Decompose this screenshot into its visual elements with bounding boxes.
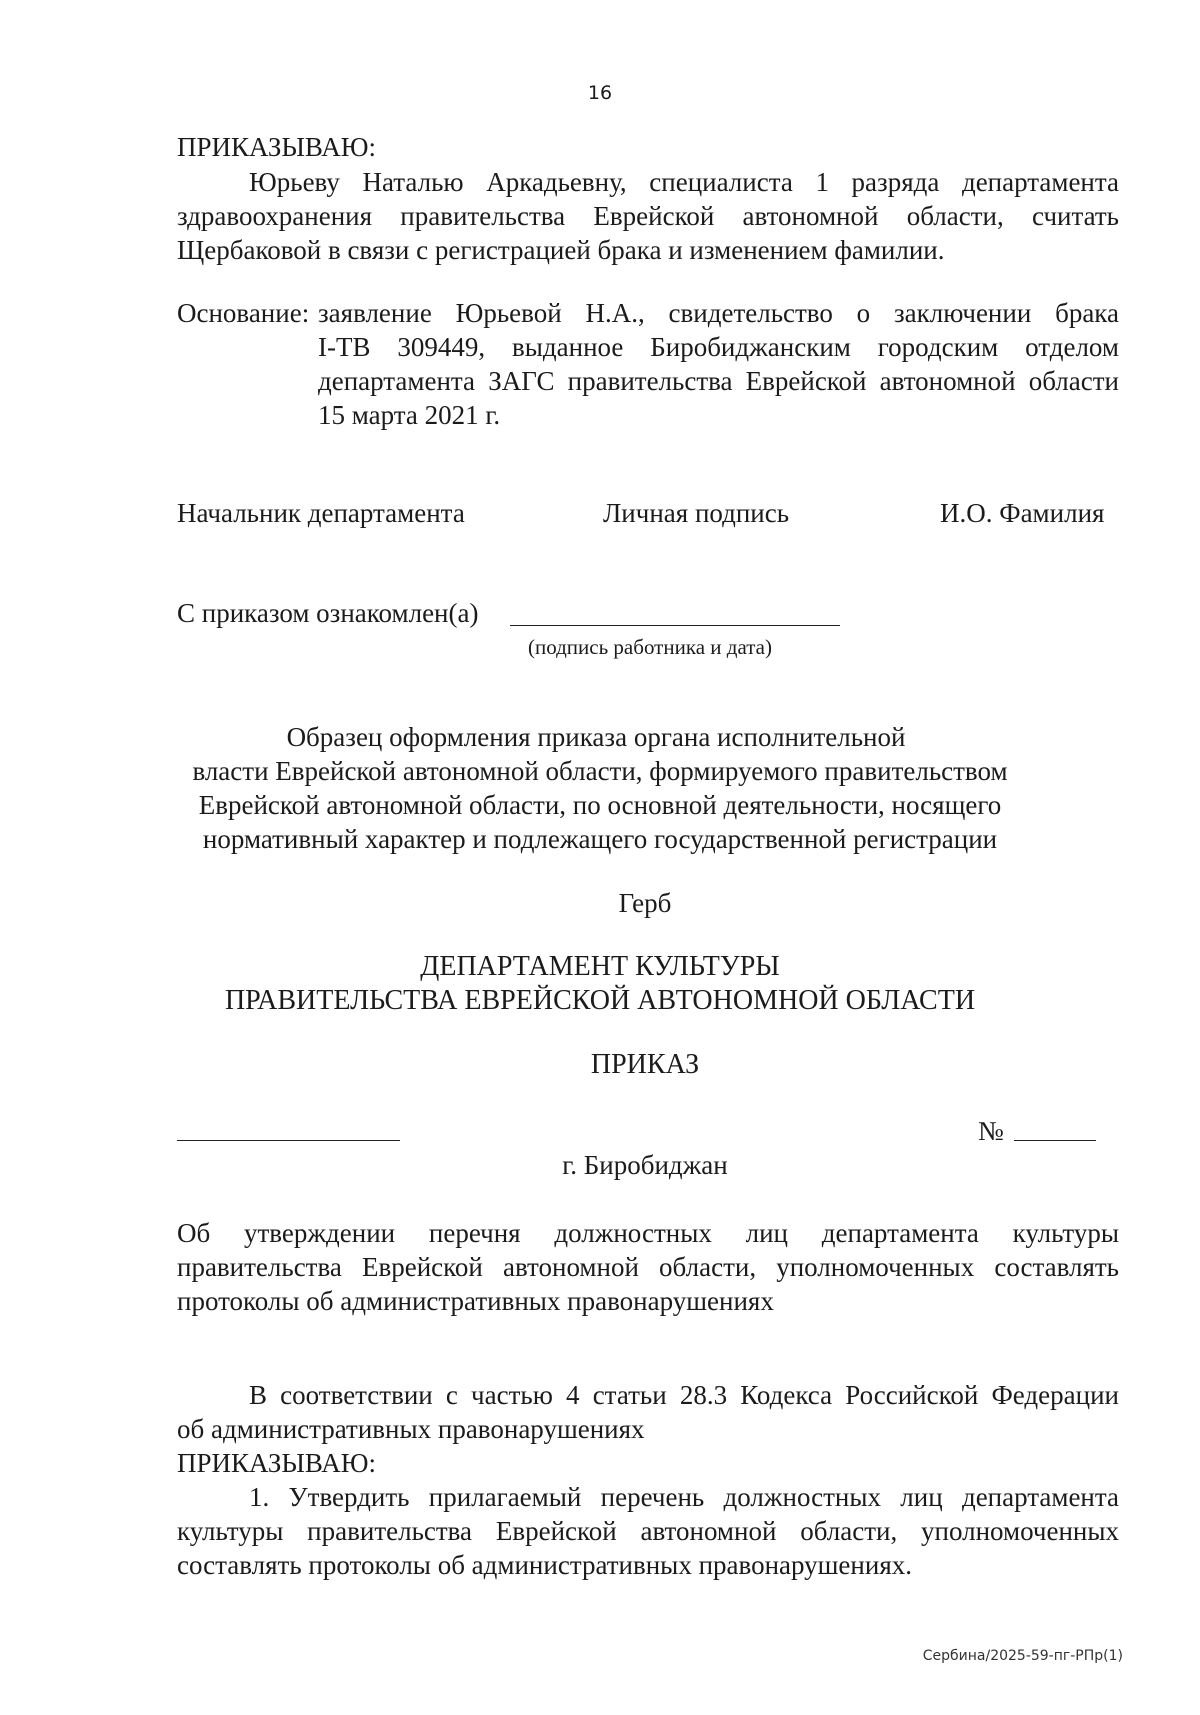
acquaintance-caption: (подпись работника и дата) xyxy=(528,635,772,659)
date-line xyxy=(177,1140,400,1141)
doc-type: ПРИКАЗ xyxy=(590,1049,700,1080)
sample-title-line: нормативный характер и подлежащего государственной регистрации xyxy=(202,824,998,854)
order-item-line: составлять протоколы об административных правонарушениях. xyxy=(177,1550,912,1580)
basis-line: заявление Юрьевой Н.А., свидетельство о заключении брака xyxy=(318,298,1119,328)
preamble-line: В соответствии с частью 4 статьи 28.3 Кодекса Российской Федерации xyxy=(249,1380,1119,1410)
basis-line: 15 марта 2021 г. xyxy=(318,400,501,430)
order-text-line: здравоохранения правительства Еврейской автономной области, считать xyxy=(177,201,1119,231)
basis-line: департамента ЗАГС правительства Еврейской автономной области xyxy=(318,366,1119,396)
order-text-line: Юрьеву Наталью Аркадьевну, специалиста 1 разряда департамента xyxy=(249,167,1119,197)
subject-line: Об утверждении перечня должностных лиц департамента культуры xyxy=(177,1218,1119,1248)
acquaintance-label: С приказом ознакомлен(а) xyxy=(177,598,479,628)
preamble-line: об административных правонарушениях xyxy=(177,1414,645,1444)
department-line: ДЕПАРТАМЕНТ КУЛЬТУРЫ xyxy=(420,951,780,982)
order-heading: ПРИКАЗЫВАЮ: xyxy=(177,1448,376,1478)
footer-code: Сербина/2025-59-пг-РПр(1) xyxy=(922,1648,1123,1664)
city: г. Биробиджан xyxy=(562,1150,728,1180)
signature-position: Начальник департамента xyxy=(177,498,465,528)
number-line xyxy=(1014,1140,1096,1141)
basis-label: Основание: xyxy=(177,298,310,328)
number-sign: № xyxy=(978,1116,1004,1146)
basis-line: I-ТВ 309449, выданное Биробиджанским городским отделом xyxy=(318,332,1119,362)
subject-line: протоколы об административных правонарушениях xyxy=(177,1286,774,1316)
sample-title-line: Образец оформления приказа органа исполнительной xyxy=(286,722,906,752)
acquaintance-signature-line xyxy=(510,625,840,626)
page-number: 16 xyxy=(587,82,613,104)
order-item-line: культуры правительства Еврейской автономной области, уполномоченных xyxy=(177,1516,1119,1546)
order-item-line: 1. Утвердить прилагаемый перечень должностных лиц департамента xyxy=(249,1482,1119,1512)
sample-title-line: власти Еврейской автономной области, формируемого правительством xyxy=(192,756,1008,786)
sample-title-line: Еврейской автономной области, по основной деятельности, носящего xyxy=(198,790,1002,820)
department-line: ПРАВИТЕЛЬСТВА ЕВРЕЙСКОЙ АВТОНОМНОЙ ОБЛАСТИ xyxy=(224,985,976,1016)
subject-line: правительства Еврейской автономной области, уполномоченных составлять xyxy=(177,1252,1119,1282)
order-text-line: Щербаковой в связи с регистрацией брака и изменением фамилии. xyxy=(177,235,945,265)
emblem-placeholder: Герб xyxy=(618,888,672,918)
order-heading: ПРИКАЗЫВАЮ: xyxy=(177,132,376,162)
signature-sign: Личная подпись xyxy=(603,498,790,528)
signature-name: И.О. Фамилия xyxy=(940,498,1105,528)
